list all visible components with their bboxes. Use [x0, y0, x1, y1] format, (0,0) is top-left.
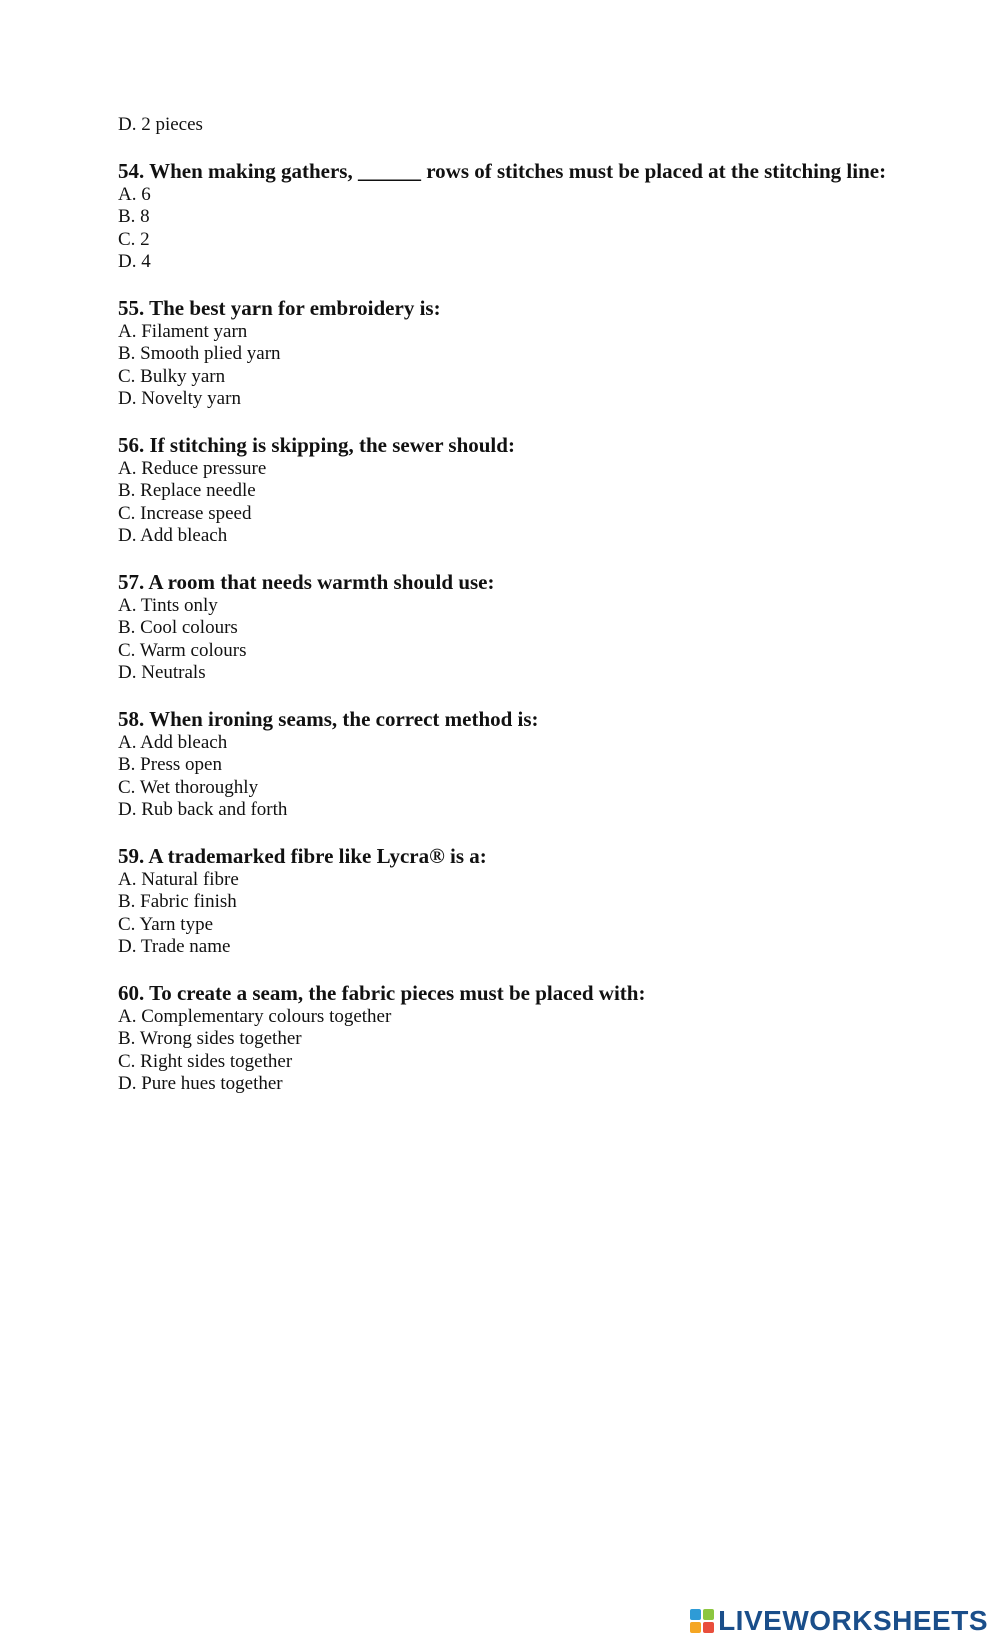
option-b: B. 8 [118, 206, 150, 227]
option-c: C. Increase speed [118, 502, 252, 524]
question-54 [118, 159, 898, 274]
option-d: D. Neutrals [118, 662, 206, 683]
question-text: 59. A trademarked fibre like Lycra® is a: [118, 843, 487, 868]
option-b: B. Replace needle [118, 480, 256, 501]
question-58 [118, 707, 898, 822]
liveworksheets-logo-icon [690, 1609, 714, 1633]
logo-wordmark: LIVEWORKSHEETS [718, 1605, 988, 1636]
logo-square-4 [703, 1622, 714, 1633]
worksheet-page [118, 114, 898, 1118]
option-a: A. 6 [118, 183, 151, 205]
option-a: A. Natural fibre [118, 868, 239, 890]
question-text: 54. When making gathers, ______ rows of stitches must be placed at the stitching line: [118, 158, 887, 183]
liveworksheets-logo [690, 1605, 988, 1637]
option-c: C. Warm colours [118, 639, 247, 661]
option-a: A. Reduce pressure [118, 457, 267, 479]
carryover-option: D. 2 pieces [118, 114, 203, 135]
option-a: A. Tints only [118, 594, 218, 616]
option-b: B. Wrong sides together [118, 1028, 302, 1049]
logo-square-1 [690, 1609, 701, 1620]
option-c: C. Wet thoroughly [118, 776, 259, 798]
question-text: 55. The best yarn for embroidery is: [118, 295, 441, 320]
option-c: C. 2 [118, 228, 150, 250]
option-d: D. 4 [118, 251, 151, 272]
question-text: 58. When ironing seams, the correct method is: [118, 706, 539, 731]
option-d: D. Add bleach [118, 525, 228, 546]
question-text: 56. If stitching is skipping, the sewer should: [118, 432, 515, 457]
option-c: C. Yarn type [118, 913, 214, 935]
question-60 [118, 981, 898, 1096]
question-57 [118, 570, 898, 685]
question-59 [118, 844, 898, 959]
option-c: C. Bulky yarn [118, 365, 226, 387]
option-d: D. Pure hues together [118, 1073, 283, 1094]
option-b: B. Cool colours [118, 617, 238, 638]
question-55 [118, 296, 898, 411]
option-c: C. Right sides together [118, 1050, 293, 1072]
question-text: 57. A room that needs warmth should use: [118, 569, 495, 594]
option-d: D. Rub back and forth [118, 799, 288, 820]
option-a: A. Add bleach [118, 731, 228, 753]
option-a: A. Filament yarn [118, 320, 248, 342]
logo-square-3 [690, 1622, 701, 1633]
option-a: A. Complementary colours together [118, 1005, 392, 1027]
option-d: D. Novelty yarn [118, 388, 241, 409]
option-b: B. Press open [118, 754, 222, 775]
logo-square-2 [703, 1609, 714, 1620]
question-text: 60. To create a seam, the fabric pieces must be placed with: [118, 980, 646, 1005]
option-b: B. Smooth plied yarn [118, 343, 281, 364]
option-d: D. Trade name [118, 936, 231, 957]
option-b: B. Fabric finish [118, 891, 237, 912]
question-56 [118, 433, 898, 548]
